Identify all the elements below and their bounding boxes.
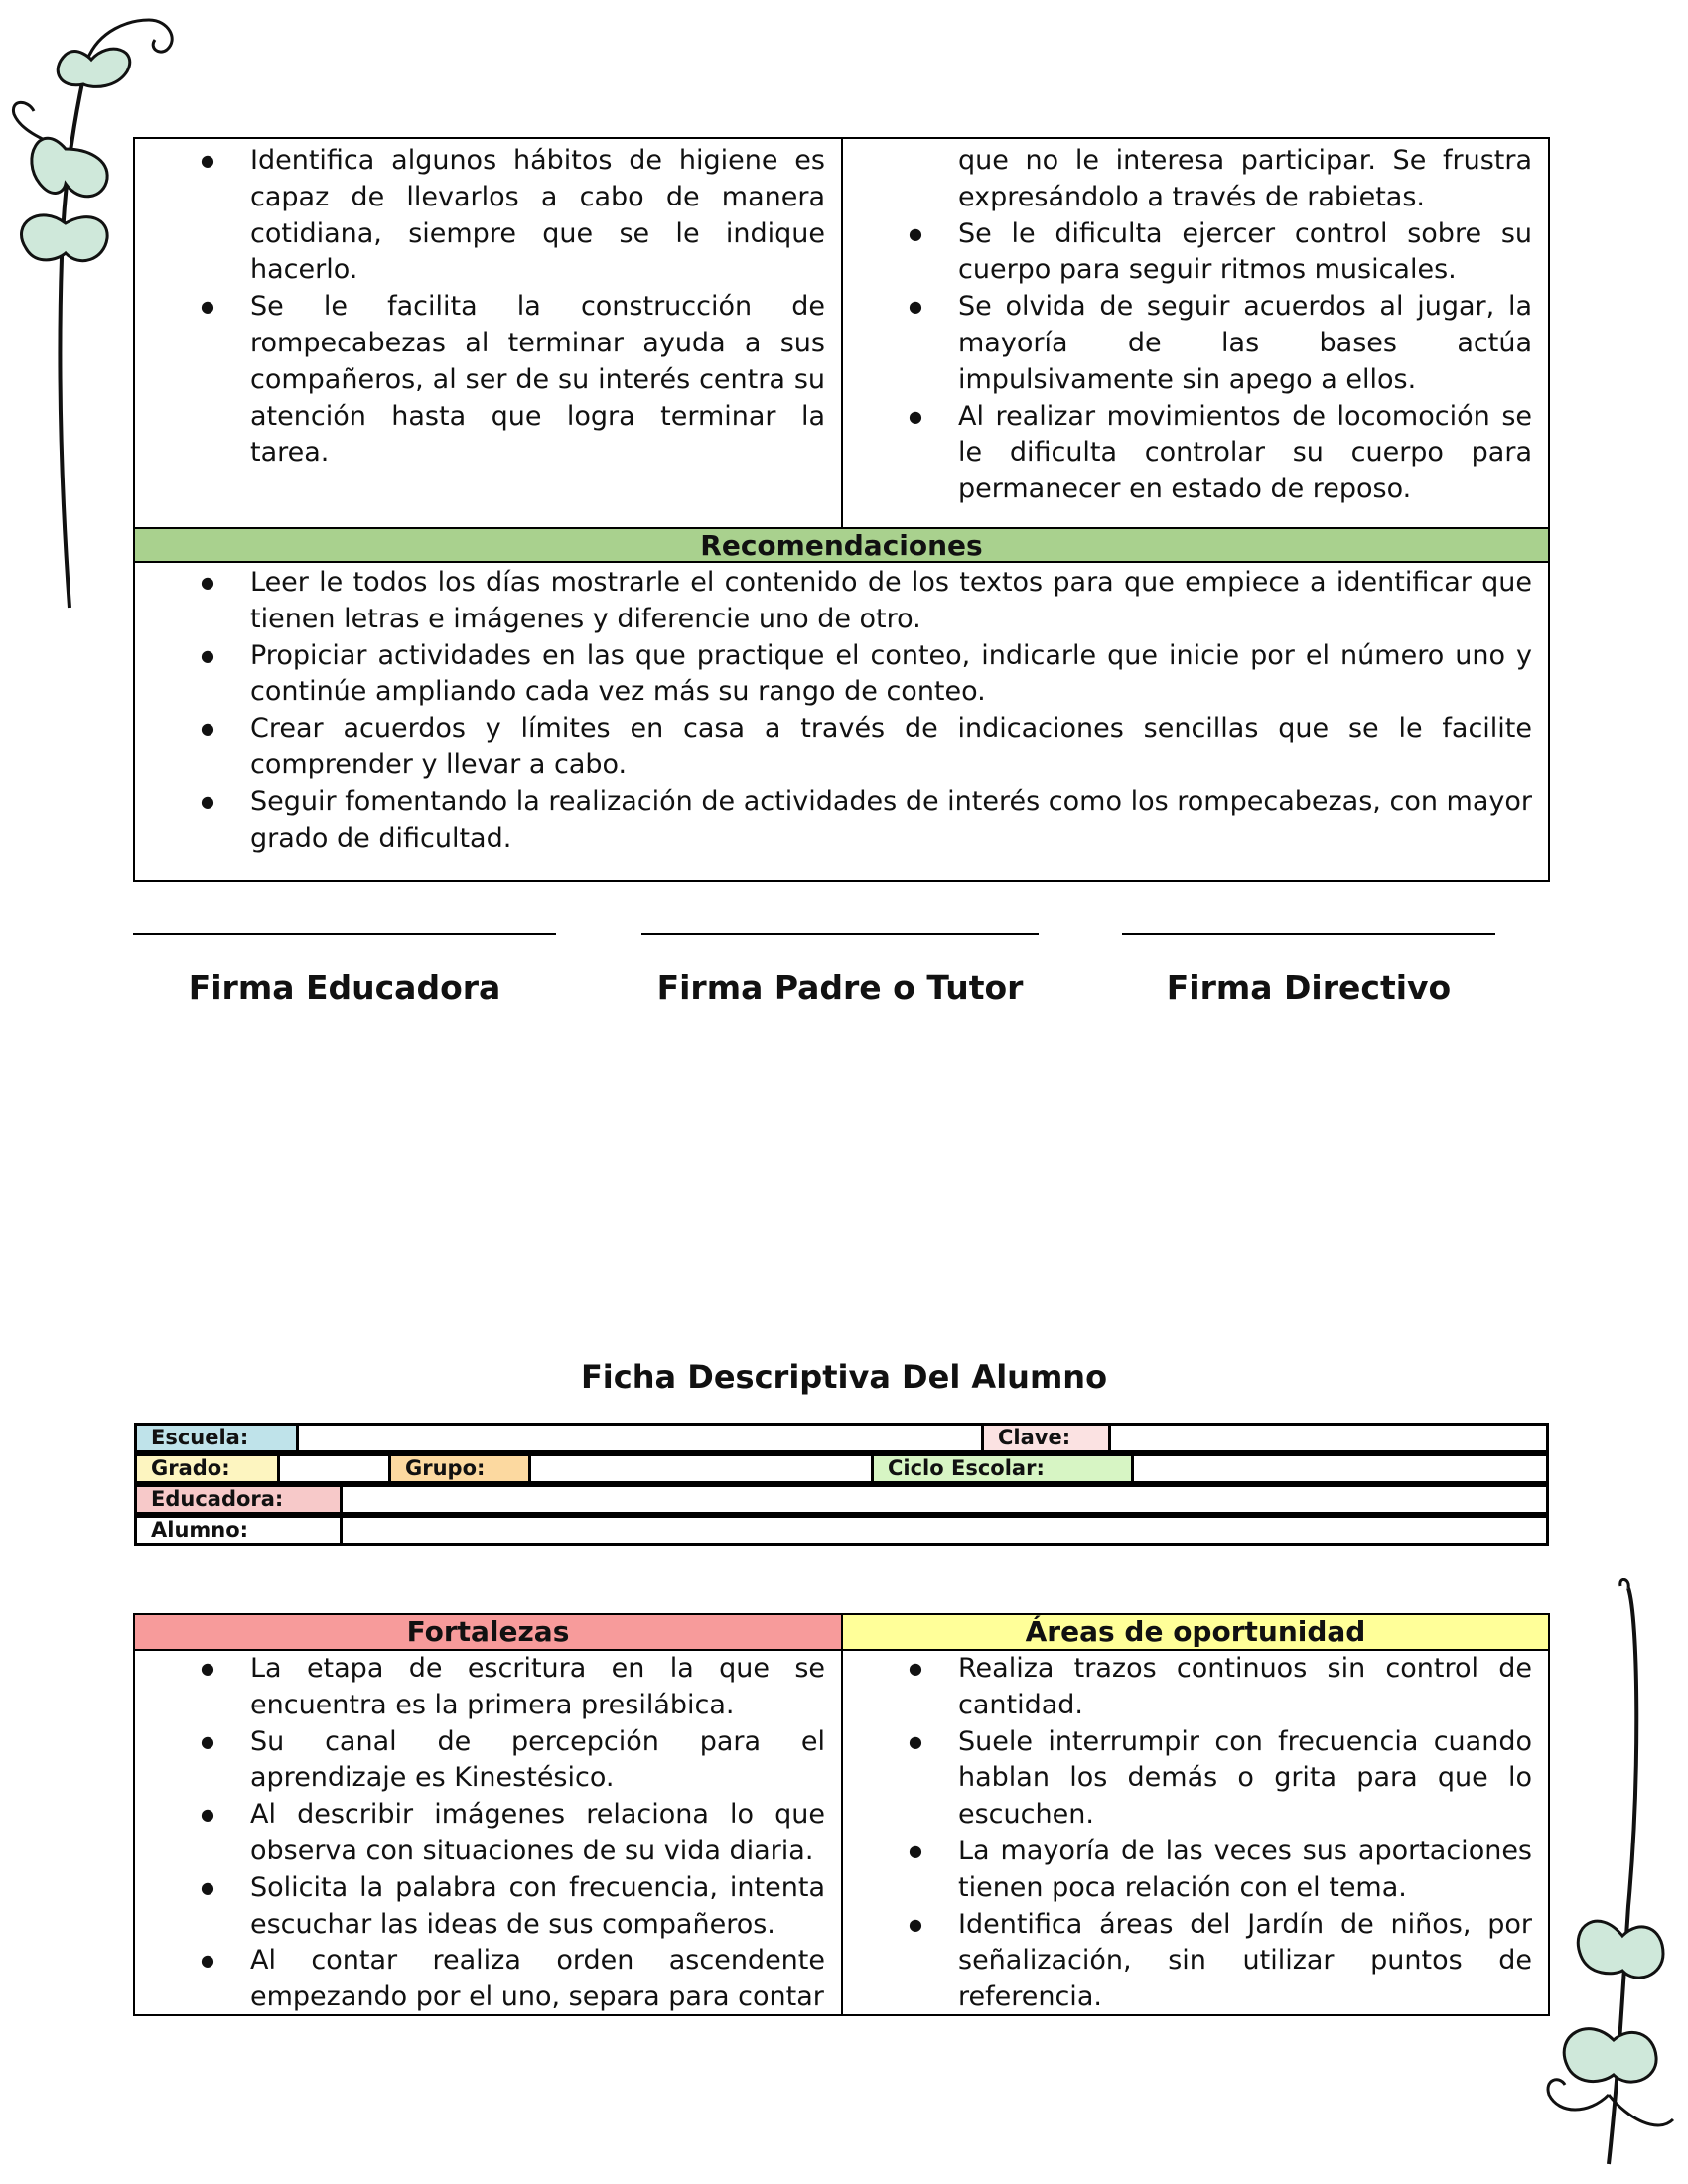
clave-field[interactable] — [1108, 1426, 1546, 1450]
grado-label: Grado: — [137, 1456, 277, 1481]
signature-line-educadora — [133, 933, 556, 935]
escuela-label: Escuela: — [137, 1426, 296, 1450]
signature-line-tutor — [641, 933, 1039, 935]
bottom-table — [133, 1613, 1550, 2016]
list-item: ● Al describir imágenes relaciona lo que observa con situaciones de su vida diaria. — [135, 1797, 825, 1870]
ficha-title: Ficha Descriptiva Del Alumno — [580, 1358, 1108, 1396]
signature-label-educadora: Firma Educadora — [188, 968, 501, 1007]
educadora-field[interactable] — [340, 1487, 1546, 1512]
ficha-row-escuela — [134, 1423, 1549, 1453]
educadora-label: Educadora: — [137, 1487, 340, 1512]
list-item: ● Propiciar actividades en las que practique el conteo, indicarle que inicie por el número uno y continúe ampliando cada vez más su rango de conteo. — [135, 638, 1532, 712]
signature-label-directivo: Firma Directivo — [1166, 968, 1452, 1007]
list-item: ● Identifica algunos hábitos de higiene es capaz de llevarlos a cabo de manera cotidiana, siempre que se le indique hacerlo. — [135, 143, 825, 289]
left-column — [135, 139, 841, 472]
list-item: ● La etapa de escritura en la que se encuentra es la primera presilábica. — [135, 1651, 825, 1724]
fortalezas-header: Fortalezas — [135, 1615, 841, 1651]
ciclo-escolar-field[interactable] — [1131, 1456, 1546, 1481]
list-item: ● Seguir fomentando la realización de actividades de interés como los rompecabezas, con mayor grado de dificultad. — [135, 784, 1532, 858]
list-item: ● Leer le todos los días mostrarle el contenido de los textos para que empiece a identificar que tienen letras e imágenes y diferencie uno de otro. — [135, 565, 1532, 638]
ficha-row-alumno — [134, 1515, 1549, 1546]
right-column — [843, 139, 1548, 508]
list-item: ● Se le dificulta ejercer control sobre su cuerpo para seguir ritmos musicales. — [843, 216, 1532, 290]
list-item: ● Su canal de percepción para el aprendizaje es Kinestésico. — [135, 1724, 825, 1798]
areas-list — [843, 1651, 1548, 2016]
recommendations-list — [135, 563, 1548, 857]
grupo-label: Grupo: — [388, 1456, 528, 1481]
recomendaciones-header: Recomendaciones — [135, 527, 1548, 563]
list-item: ● La mayoría de las veces sus aportaciones tienen poca relación con el tema. — [843, 1834, 1532, 1907]
list-item-continuation: que no le interesa participar. Se frustra expresándolo a través de rabietas. — [958, 145, 1532, 212]
list-item: ● Solicita la palabra con frecuencia, intenta escuchar las ideas de sus compañeros. — [135, 1870, 825, 1944]
ficha-row-grado — [134, 1453, 1549, 1484]
areas-header: Áreas de oportunidad — [843, 1615, 1548, 1651]
grado-field[interactable] — [277, 1456, 388, 1481]
top-table — [133, 137, 1550, 882]
list-item: ● Identifica áreas del Jardín de niños, por señalización, sin utilizar puntos de referencia. — [843, 1907, 1532, 2016]
list-item: ● Se le facilita la construcción de rompecabezas al terminar ayuda a sus compañeros, al ser de su interés centra su atención hasta que logra terminar la tarea. — [135, 289, 825, 472]
list-item: ● Suele interrumpir con frecuencia cuando hablan los demás o grita para que lo escuchen. — [843, 1724, 1532, 1834]
list-item: ● Crear acuerdos y límites en casa a través de indicaciones sencillas que se le facilite comprender y llevar a cabo. — [135, 711, 1532, 784]
clave-label: Clave: — [981, 1426, 1108, 1450]
list-item: ● Al contar realiza orden ascendente empezando por el uno, separa para contar — [135, 1943, 825, 2016]
ficha-row-educadora — [134, 1484, 1549, 1515]
alumno-field[interactable] — [340, 1518, 1546, 1543]
alumno-label: Alumno: — [151, 1518, 249, 1542]
signature-label-tutor: Firma Padre o Tutor — [656, 968, 1024, 1007]
list-item: ● Realiza trazos continuos sin control de cantidad. — [843, 1651, 1532, 1724]
signature-line-directivo — [1122, 933, 1495, 935]
list-item: ● Se olvida de seguir acuerdos al jugar, la mayoría de las bases actúa impulsivamente sin apego a ellos. — [843, 289, 1532, 398]
list-item: ● Al realizar movimientos de locomoción se le dificulta controlar su cuerpo para permanecer en estado de reposo. — [843, 399, 1532, 508]
grupo-field[interactable] — [528, 1456, 871, 1481]
fortalezas-list — [135, 1651, 841, 2016]
ciclo-escolar-label: Ciclo Escolar: — [871, 1456, 1131, 1481]
